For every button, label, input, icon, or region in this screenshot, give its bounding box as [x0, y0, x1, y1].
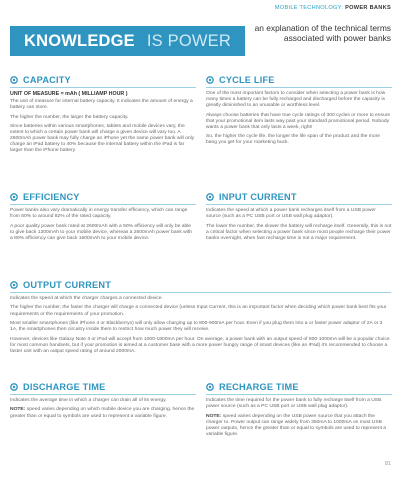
circle-bullet-icon	[10, 383, 18, 391]
paragraph: The lower the number, the slower the battery will recharge itself. Generally, this is not a critical factor when selecting a power bank since most people recharge their power banks overnight, when fast recharge time is not a major requirement.	[206, 223, 392, 241]
paragraph: Indicates the speed at which the charger charges a connected device.	[10, 296, 163, 301]
circle-bullet-icon	[206, 193, 214, 201]
banner-tagline: an explanation of the technical terms associated with power banks	[254, 23, 391, 43]
section-header	[206, 192, 392, 205]
section-title: CAPACITY	[23, 75, 71, 85]
section-cycle-life	[206, 75, 392, 150]
note-text: speed varies depending on which mobile device you are charging, hence the greater than or equal to symbols are used to represent a variable figure.	[10, 407, 195, 419]
section-input-current	[206, 192, 392, 245]
section-subtitle: UNIT OF MEASURE = mAh ( MILLIAMP HOUR )	[10, 91, 128, 97]
circle-bullet-icon	[10, 76, 18, 84]
paragraph: One of the most important factors to consider when selecting a power bank is how many times a battery can be fully recharged and discharged before the capacity is greatly diminished to an unusable or worthless level.	[206, 91, 386, 109]
page-number: 81	[384, 461, 391, 467]
section-recharge-time	[206, 382, 392, 441]
running-header	[275, 5, 391, 11]
section-capacity	[10, 75, 196, 158]
paragraph: Indicates the average time in which a charger can drain all of its energy.	[10, 398, 167, 403]
note	[10, 407, 196, 419]
running-header-topic: POWER BANKS	[345, 5, 391, 11]
section-header	[206, 75, 392, 88]
section-header	[206, 382, 392, 395]
section-header	[10, 192, 196, 205]
paragraph: Since batteries within various smartphones, tablets and mobile devices vary, the extent to which a certain power bank will charge a given device will vary too. A 2600mAh power bank may fully charge an iPhone yet the same power bank will only charge an iPad battery to 40% because the internal battery within the iPad is far larger than the iPhone battery.	[10, 124, 195, 154]
banner-topic: IS POWER	[146, 31, 231, 50]
section-output-current	[10, 280, 391, 358]
circle-bullet-icon	[206, 76, 214, 84]
section-header	[10, 382, 196, 395]
paragraph: Power banks also vary dramatically in energy transfer efficiency, which can range from 50% to around 82% of the rated capacity.	[10, 208, 188, 220]
section-title: INPUT CURRENT	[219, 192, 297, 202]
section-title: EFFICIENCY	[23, 192, 80, 202]
section-title: CYCLE LIFE	[219, 75, 275, 85]
section-title: OUTPUT CURRENT	[23, 280, 112, 290]
circle-bullet-icon	[10, 281, 18, 289]
note-label: NOTE:	[206, 413, 222, 419]
banner-keyword: KNOWLEDGE	[24, 31, 135, 50]
paragraph: Indicates the time required for the power bank to fully recharge itself from a USB power source (such as a PC USB port or USB wall plug adaptor).	[206, 398, 382, 410]
paragraph: Indicates the speed at which a power bank recharges itself from a USB power source (such as a PC USB port or USB wall plug adaptor).	[206, 208, 376, 220]
section-efficiency	[10, 192, 196, 245]
section-header	[10, 75, 196, 88]
paragraph: The higher the number, the faster the charger will charge a connected device (unless Input Current, this is an important factor when deciding which power bank best fits your requirements or the requirements of your promotion.	[10, 305, 387, 317]
section-header	[10, 280, 391, 293]
running-header-category: MOBILE TECHNOLOGY:	[274, 5, 344, 11]
note	[206, 414, 392, 438]
note-text: speed varies depending on the USB power source that you attach the charger to. Power output can range widely from 350mA to 1000mA on most USB power outputs, hence the greater than or equal to symbols are used to represent a variable figure.	[206, 413, 387, 437]
title-banner	[10, 26, 245, 56]
section-discharge-time	[10, 382, 196, 423]
paragraph: Always choose batteries that have true cycle ratings of 300 cycles or more to ensure that your promotional item lasts way past your standard promotional period. Nobody wants a power bank that only lasts a week, right!	[206, 112, 391, 130]
paragraph: Most smaller smartphones (like iPhone 4 or Blackberrys) will only allow charging up to 800-900mA per hour. Even if you plug them into a or faster power adaptor of 2A or 3 1A, the smartphones then circuitry inside them to restrict how much power they will receive.	[10, 321, 383, 333]
note-label: NOTE:	[10, 407, 26, 413]
circle-bullet-icon	[206, 383, 214, 391]
paragraph: The unit of measure for internal battery capacity. It indicates the amount of energy a battery can store.	[10, 99, 193, 111]
paragraph: The higher the number, the larger the battery capacity.	[10, 114, 129, 120]
paragraph: A poor quality power bank rated at 2600mAh with a 50% efficiency will only be able to give back 1300mAh to your mobile device, whereas a 2600mAh power bank with a 80% efficiency can give back 1600mAh to your mobile device.	[10, 223, 192, 241]
section-title: RECHARGE TIME	[219, 382, 299, 392]
paragraph: So, the higher the cycle life, the longer the life span of the product and the more bang you get for your marketing buck.	[206, 134, 381, 146]
circle-bullet-icon	[10, 193, 18, 201]
section-title: DISCHARGE TIME	[23, 382, 106, 392]
paragraph: However, devices like Galaxy Note 3 or iPod will accept from 1000-1800mA per hour. On average, a power bank with an output speed of 800-1000mA will be a popular choice for most common handsets, but if your promotion is aimed at a customer base with a more power hungry range of smart devices (like an iPad) it's recommended to choose a faster unit with an output speed rating of around 2000mA.	[10, 336, 390, 354]
